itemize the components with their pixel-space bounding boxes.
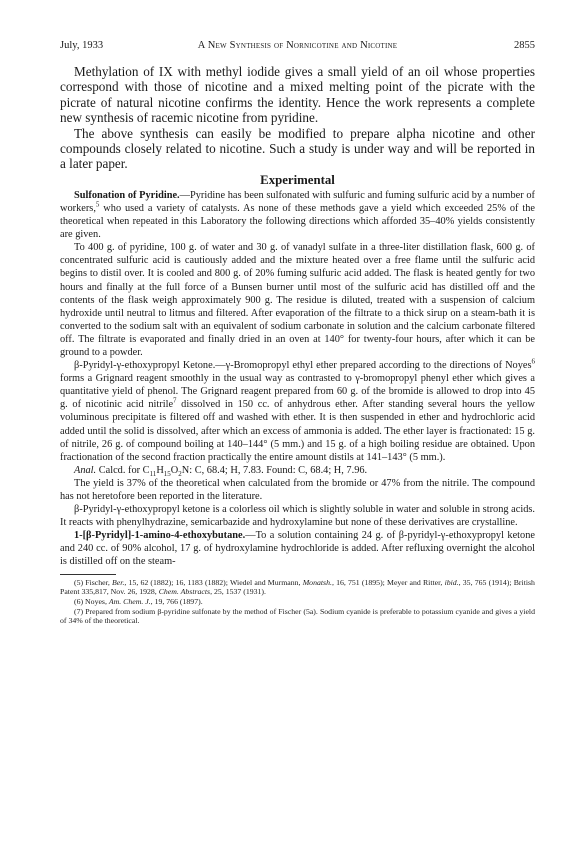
lead-paragraph: The above synthesis can easily be modified to prepare alpha nicotine and other compounds closely related to nicotine. Such a study is under way and will be reported in a later paper.	[60, 125, 535, 172]
experimental-body	[60, 189, 535, 569]
paragraph-procedure: To 400 g. of pyridine, 100 g. of water and 30 g. of vanadyl sulfate in a three-liter distillation flask, 600 g. of concentrated sulfuric acid is cautiously added and the mixture heated over a free flame until the sulfuric acid begins to distil over. It is cooled and 800 g. of 20% fuming sulfuric acid added. The flask is heated gently for two hours and finally at the full force of a Bunsen burner until most of the sulfuric acid has distilled off and the contents of the flask weigh approximately 900 g. The residue is diluted, treated with a suspension of calcium hydroxide until neutral to litmus and filtered. After evaporation of the filtrate to a thick sirup on a steam-bath it is converted to the sodium salt with an equivalent of sodium carbonate in solution and the calcium carbonate filtered off. The filtrate is evaporated and finally dried in an oven at 140° for twenty-four hours, after which it can be ground to a powder.	[60, 242, 535, 358]
footnote-ref: 6	[531, 357, 536, 366]
paragraph-properties: β-Pyridyl-γ-ethoxypropyl ketone is a colorless oil which is slightly soluble in water and soluble in strong acids. It reacts with phenylhydrazine, semicarbazide and hydroxylamine but none of these derivatives are crystalline.	[60, 504, 535, 529]
footnote-7: (7) Prepared from sodium β-pyridine sulfonate by the method of Fischer (5a). Sodium cyanide is preferable to potassium cyanide and gives a yield of 34% of the theoretical.	[60, 606, 535, 626]
lead-paragraphs	[60, 64, 535, 172]
footnotes	[60, 578, 535, 627]
footnote-ref: 7	[173, 396, 177, 405]
page-number: 2855	[514, 40, 535, 51]
paragraph-title: β-Pyridyl-γ-ethoxypropyl Ketone.	[74, 360, 216, 372]
paragraph-sulfonation: Sulfonation of Pyridine.—Pyridine has been sulfonated with sulfuric and fuming sulfuric acid by a number of workers,$^5$ who used a variety of catalysts. As none of these methods gave a yield which exceeded 25% of the theoretical when repeated in this Laboratory the following directions which afforded 35–40% yields consistently are given.	[60, 189, 535, 241]
paragraph-ketone: β-Pyridyl-γ-ethoxypropyl Ketone.—γ-Bromopropyl ethyl ether prepared according to the directions of Noyes$^6$ forms a Grignard reagent smoothly in the usual way as contrasted to γ-bromopropyl phenyl ether which gives a quantitative yield of phenol. The Grignard reagent prepared from 60 g. of the bromide is allowed to drop into 45 g. of nicotinic acid nitrile$^7$ dissolved in 150 cc. of anhydrous ether. After standing several hours the yellow voluminous precipitate is filtered off and washed with ether. It is then suspended in ether and hydrochloric acid added until the solid is dissolved, after which an excess of ammonia is added. The ether layer is fractionated: 15 g. of nitrile, 26 g. of compound boiling at 140–144° (5 mm.) and 15 g. of a high boiling residue are obtained. Upon fractionation of the second fraction practically the entire amount distils at 141–143° (5 mm.).	[60, 357, 536, 463]
footnote-5: (5) Fischer, Ber., 15, 62 (1882); 16, 1183 (1882); Wiedel and Murmann, Monatsh., 16, 751 (1895); Meyer and Ritter, ibid., 35, 765 (1914); British Patent 335,817, Nov. 26, 1928, Chem. Abstracts, 25, 1537 (1931).	[60, 577, 535, 597]
paragraph-aminobutane: 1-[β-Pyridyl]-1-amino-4-ethoxybutane.—To a solution containing 24 g. of β-pyridyl-γ-ethoxypropyl ketone and 240 cc. of 90% alcohol, 17 g. of hydroxylamine hydrochloride is added. After refluxing overnight the alcohol is distilled off on the steam-	[60, 530, 535, 568]
header-date: July, 1933	[60, 40, 104, 51]
lead-paragraph: Methylation of IX with methyl iodide gives a small yield of an oil whose properties correspond with those of nicotine and a mixed melting point of the picrate with the picrate of natural nicotine confirms the identity. Hence the work represents a complete new synthesis of racemic nicotine from pyridine.	[60, 64, 535, 126]
footnote-ref: 5	[95, 200, 100, 209]
paragraph-title: 1-[β-Pyridyl]-1-amino-4-ethoxybutane.	[74, 530, 246, 542]
footnote-6: (6) Noyes, Am. Chem. J., 19, 766 (1897).	[74, 596, 203, 606]
header-title: A New Synthesis of Nornicotine and Nicotine	[197, 40, 398, 51]
paragraph-yield: The yield is 37% of the theoretical when calculated from the bromide or 47% from the nitrile. The compound has not heretofore been reported in the literature.	[60, 477, 535, 502]
paragraph-analysis: Anal. Calcd. for $C_{11}H_{15}O_2N$: C, 68.4; H, 7.83. Found: C, 68.4; H, 7.96.	[74, 464, 368, 478]
running-header	[60, 40, 535, 56]
footnote-divider	[60, 574, 116, 575]
paragraph-title: Sulfonation of Pyridine.	[74, 189, 180, 201]
journal-page	[60, 40, 535, 626]
section-heading: Experimental	[260, 172, 335, 187]
